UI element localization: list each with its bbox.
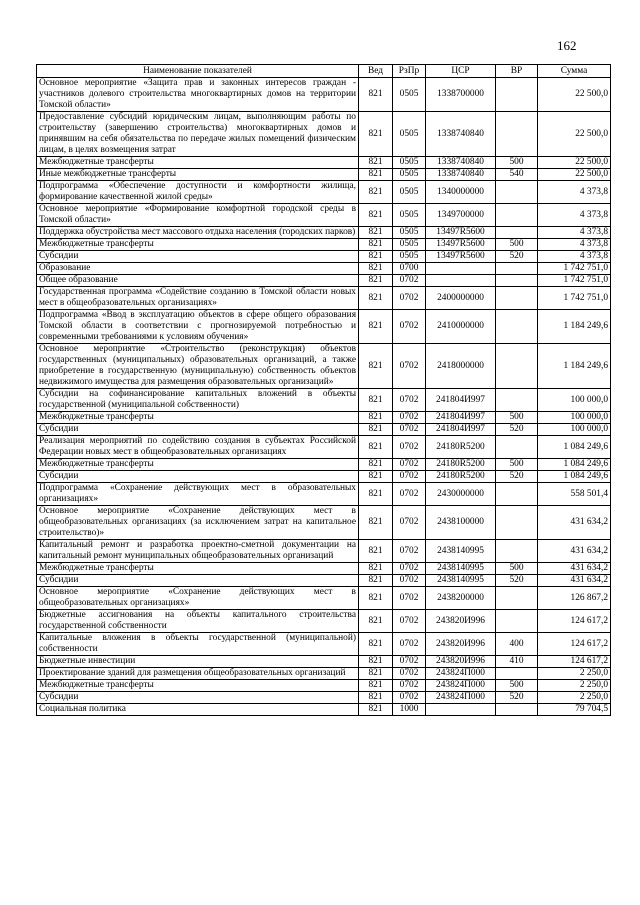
row-name-cell: Межбюджетные трансферты <box>37 563 359 575</box>
row-ved-cell: 821 <box>359 540 393 563</box>
row-vr-cell <box>496 275 538 287</box>
row-vr-cell: 500 <box>496 412 538 424</box>
table-row <box>37 239 611 251</box>
row-csr-cell: 1340000000 <box>426 181 496 204</box>
row-rzpr-cell: 0702 <box>393 656 426 668</box>
row-sum-cell: 100 000,0 <box>538 412 611 424</box>
row-ved-cell: 821 <box>359 692 393 704</box>
row-ved-cell: 821 <box>359 483 393 506</box>
row-name-cell: Предоставление субсидий юридическим лицам, выполняющим работы по строительству (завершению строительства) многоквартирных домов и принявшим на себя обязательства по передаче жилых помещений физическим лицам, в целях возмещения затрат <box>37 112 359 157</box>
table-row <box>37 275 611 287</box>
row-csr-cell: 243824П000 <box>426 680 496 692</box>
row-ved-cell: 821 <box>359 668 393 680</box>
row-sum-cell: 431 634,2 <box>538 540 611 563</box>
row-rzpr-cell: 0702 <box>393 459 426 471</box>
table-row <box>37 310 611 344</box>
row-csr-cell: 24180R5200 <box>426 471 496 483</box>
row-csr-cell <box>426 263 496 275</box>
row-vr-cell <box>496 540 538 563</box>
row-vr-cell: 520 <box>496 471 538 483</box>
row-rzpr-cell: 0505 <box>393 157 426 169</box>
row-vr-cell <box>496 204 538 227</box>
row-name-cell: Подпрограмма «Ввод в эксплуатацию объектов в сфере общего образования Томской области в соответствии с прогнозируемой потребностью и современными требованиями к условиям обучения» <box>37 310 359 344</box>
table-row <box>37 692 611 704</box>
row-vr-cell <box>496 181 538 204</box>
table-row <box>37 459 611 471</box>
row-ved-cell: 821 <box>359 181 393 204</box>
table-row <box>37 169 611 181</box>
row-csr-cell: 243824П000 <box>426 668 496 680</box>
table-row <box>37 540 611 563</box>
row-sum-cell: 1 742 751,0 <box>538 275 611 287</box>
row-vr-cell: 520 <box>496 251 538 263</box>
row-rzpr-cell: 0505 <box>393 251 426 263</box>
row-ved-cell: 821 <box>359 563 393 575</box>
row-vr-cell <box>496 436 538 459</box>
row-vr-cell <box>496 506 538 540</box>
table-header-row <box>37 65 611 78</box>
row-sum-cell: 1 084 249,6 <box>538 436 611 459</box>
row-rzpr-cell: 0702 <box>393 344 426 389</box>
table-row <box>37 112 611 157</box>
row-vr-cell <box>496 483 538 506</box>
table-row <box>37 263 611 275</box>
row-ved-cell: 821 <box>359 704 393 716</box>
row-rzpr-cell: 0702 <box>393 471 426 483</box>
row-ved-cell: 821 <box>359 239 393 251</box>
row-sum-cell: 1 084 249,6 <box>538 471 611 483</box>
row-vr-cell <box>496 344 538 389</box>
row-csr-cell: 2438140995 <box>426 575 496 587</box>
header-vr: ВР <box>496 65 538 78</box>
header-rzpr: РзПр <box>393 65 426 78</box>
budget-table <box>36 64 611 716</box>
row-sum-cell: 124 617,2 <box>538 656 611 668</box>
row-vr-cell <box>496 263 538 275</box>
row-name-cell: Межбюджетные трансферты <box>37 157 359 169</box>
row-csr-cell: 243820И996 <box>426 610 496 633</box>
row-vr-cell <box>496 227 538 239</box>
row-name-cell: Основное мероприятие «Сохранение действующих мест в общеобразовательных организациях (за исключением затрат на капитальное строительство)» <box>37 506 359 540</box>
header-sum: Сумма <box>538 65 611 78</box>
row-csr-cell <box>426 704 496 716</box>
row-rzpr-cell: 0702 <box>393 575 426 587</box>
table-row <box>37 680 611 692</box>
row-ved-cell: 821 <box>359 112 393 157</box>
row-vr-cell: 410 <box>496 656 538 668</box>
row-name-cell: Основное мероприятие «Строительство (реконструкция) объектов государственных (муниципальных) образовательных организаций, а также приобретение в государственную (муниципальную) собственность объектов недвижимого имущества для размещения образовательных организаций» <box>37 344 359 389</box>
row-ved-cell: 821 <box>359 471 393 483</box>
row-csr-cell: 2400000000 <box>426 287 496 310</box>
row-ved-cell: 821 <box>359 78 393 112</box>
row-csr-cell: 24180R5200 <box>426 459 496 471</box>
row-name-cell: Субсидии <box>37 575 359 587</box>
row-sum-cell: 22 500,0 <box>538 157 611 169</box>
row-rzpr-cell: 0505 <box>393 204 426 227</box>
row-ved-cell: 821 <box>359 227 393 239</box>
row-vr-cell: 520 <box>496 575 538 587</box>
row-sum-cell: 2 250,0 <box>538 668 611 680</box>
row-name-cell: Субсидии <box>37 471 359 483</box>
row-sum-cell: 1 742 751,0 <box>538 287 611 310</box>
row-name-cell: Субсидии <box>37 251 359 263</box>
row-csr-cell: 1338700000 <box>426 78 496 112</box>
row-csr-cell: 13497R5600 <box>426 239 496 251</box>
row-name-cell: Межбюджетные трансферты <box>37 239 359 251</box>
row-name-cell: Образование <box>37 263 359 275</box>
row-name-cell: Капитальные вложения в объекты государственной (муниципальной) собственности <box>37 633 359 656</box>
row-name-cell: Субсидии на софинансирование капитальных вложений в объекты государственной (муниципальной собственности) <box>37 389 359 412</box>
row-sum-cell: 4 373,8 <box>538 181 611 204</box>
row-name-cell: Субсидии <box>37 692 359 704</box>
row-vr-cell: 400 <box>496 633 538 656</box>
row-csr-cell <box>426 275 496 287</box>
row-csr-cell: 2418000000 <box>426 344 496 389</box>
row-rzpr-cell: 0702 <box>393 412 426 424</box>
row-rzpr-cell: 0702 <box>393 587 426 610</box>
row-ved-cell: 821 <box>359 633 393 656</box>
row-vr-cell: 520 <box>496 424 538 436</box>
row-sum-cell: 22 500,0 <box>538 78 611 112</box>
table-row <box>37 563 611 575</box>
row-rzpr-cell: 0702 <box>393 287 426 310</box>
header-ved: Вед <box>359 65 393 78</box>
table-row <box>37 610 611 633</box>
row-vr-cell <box>496 112 538 157</box>
row-csr-cell: 243820И996 <box>426 633 496 656</box>
row-rzpr-cell: 0702 <box>393 436 426 459</box>
row-csr-cell: 2410000000 <box>426 310 496 344</box>
row-rzpr-cell: 0702 <box>393 310 426 344</box>
row-ved-cell: 821 <box>359 251 393 263</box>
row-name-cell: Бюджетные ассигнования на объекты капитального строительства государственной собственности <box>37 610 359 633</box>
row-vr-cell: 540 <box>496 169 538 181</box>
row-ved-cell: 821 <box>359 344 393 389</box>
row-csr-cell: 2438140995 <box>426 540 496 563</box>
row-vr-cell: 500 <box>496 239 538 251</box>
row-rzpr-cell: 0702 <box>393 668 426 680</box>
row-sum-cell: 22 500,0 <box>538 169 611 181</box>
row-rzpr-cell: 0702 <box>393 563 426 575</box>
row-csr-cell: 241804И997 <box>426 412 496 424</box>
row-name-cell: Поддержка обустройства мест массового отдыха населения (городских парков) <box>37 227 359 239</box>
row-rzpr-cell: 0702 <box>393 540 426 563</box>
row-ved-cell: 821 <box>359 204 393 227</box>
row-rzpr-cell: 0505 <box>393 169 426 181</box>
row-name-cell: Межбюджетные трансферты <box>37 680 359 692</box>
header-csr: ЦСР <box>426 65 496 78</box>
row-sum-cell: 431 634,2 <box>538 506 611 540</box>
row-rzpr-cell: 0702 <box>393 633 426 656</box>
row-ved-cell: 821 <box>359 287 393 310</box>
table-row <box>37 575 611 587</box>
table-row <box>37 633 611 656</box>
table-row <box>37 204 611 227</box>
row-ved-cell: 821 <box>359 275 393 287</box>
row-csr-cell: 2438200000 <box>426 587 496 610</box>
row-vr-cell: 500 <box>496 157 538 169</box>
row-vr-cell: 500 <box>496 459 538 471</box>
row-vr-cell <box>496 310 538 344</box>
row-sum-cell: 100 000,0 <box>538 389 611 412</box>
row-sum-cell: 124 617,2 <box>538 610 611 633</box>
row-ved-cell: 821 <box>359 424 393 436</box>
row-csr-cell: 24180R5200 <box>426 436 496 459</box>
row-name-cell: Государственная программа «Содействие созданию в Томской области новых мест в общеобразовательных организациях» <box>37 287 359 310</box>
row-vr-cell <box>496 287 538 310</box>
row-csr-cell: 241804И997 <box>426 389 496 412</box>
row-vr-cell <box>496 587 538 610</box>
row-csr-cell: 1338740840 <box>426 169 496 181</box>
row-sum-cell: 4 373,8 <box>538 251 611 263</box>
row-name-cell: Капитальный ремонт и разработка проектно-сметной документации на капитальный ремонт муниципальных общеобразовательных организаций <box>37 540 359 563</box>
table-row <box>37 587 611 610</box>
row-csr-cell: 1338740840 <box>426 157 496 169</box>
table-row <box>37 251 611 263</box>
row-sum-cell: 79 704,5 <box>538 704 611 716</box>
table-row <box>37 471 611 483</box>
row-vr-cell <box>496 668 538 680</box>
row-name-cell: Бюджетные инвестиции <box>37 656 359 668</box>
row-rzpr-cell: 0702 <box>393 680 426 692</box>
row-rzpr-cell: 0505 <box>393 181 426 204</box>
row-csr-cell: 13497R5600 <box>426 227 496 239</box>
row-ved-cell: 821 <box>359 575 393 587</box>
row-rzpr-cell: 0702 <box>393 389 426 412</box>
row-csr-cell: 1338740840 <box>426 112 496 157</box>
row-csr-cell: 2438100000 <box>426 506 496 540</box>
row-vr-cell <box>496 389 538 412</box>
row-ved-cell: 821 <box>359 436 393 459</box>
table-row <box>37 412 611 424</box>
row-name-cell: Межбюджетные трансферты <box>37 412 359 424</box>
row-sum-cell: 1 184 249,6 <box>538 344 611 389</box>
row-rzpr-cell: 1000 <box>393 704 426 716</box>
row-rzpr-cell: 0702 <box>393 483 426 506</box>
row-rzpr-cell: 0505 <box>393 78 426 112</box>
row-name-cell: Иные межбюджетные трансферты <box>37 169 359 181</box>
row-vr-cell: 520 <box>496 692 538 704</box>
row-name-cell: Социальная политика <box>37 704 359 716</box>
row-sum-cell: 431 634,2 <box>538 575 611 587</box>
table-row <box>37 344 611 389</box>
table-row <box>37 78 611 112</box>
row-name-cell: Субсидии <box>37 424 359 436</box>
table-row <box>37 436 611 459</box>
row-ved-cell: 821 <box>359 610 393 633</box>
header-name: Наименование показателей <box>37 65 359 78</box>
row-sum-cell: 126 867,2 <box>538 587 611 610</box>
row-rzpr-cell: 0702 <box>393 424 426 436</box>
row-rzpr-cell: 0505 <box>393 227 426 239</box>
row-sum-cell: 100 000,0 <box>538 424 611 436</box>
row-csr-cell: 241804И997 <box>426 424 496 436</box>
row-vr-cell <box>496 610 538 633</box>
row-name-cell: Реализация мероприятий по содействию создания в субъектах Российской Федерации новых мест в общеобразовательных организациях <box>37 436 359 459</box>
row-sum-cell: 2 250,0 <box>538 680 611 692</box>
table-row <box>37 483 611 506</box>
row-name-cell: Межбюджетные трансферты <box>37 459 359 471</box>
row-vr-cell: 500 <box>496 680 538 692</box>
row-ved-cell: 821 <box>359 310 393 344</box>
row-vr-cell <box>496 704 538 716</box>
row-sum-cell: 4 373,8 <box>538 227 611 239</box>
row-name-cell: Основное мероприятие «Защита прав и законных интересов граждан - участников долевого строительства многоквартирных домов на территории Томской области» <box>37 78 359 112</box>
row-name-cell: Проектирование зданий для размещения общеобразовательных организаций <box>37 668 359 680</box>
row-ved-cell: 821 <box>359 587 393 610</box>
table-row <box>37 181 611 204</box>
row-name-cell: Подпрограмма «Сохранение действующих мест в образовательных организациях» <box>37 483 359 506</box>
row-sum-cell: 1 184 249,6 <box>538 310 611 344</box>
row-sum-cell: 2 250,0 <box>538 692 611 704</box>
row-csr-cell: 243820И996 <box>426 656 496 668</box>
row-ved-cell: 821 <box>359 263 393 275</box>
table-row <box>37 668 611 680</box>
row-csr-cell: 13497R5600 <box>426 251 496 263</box>
row-name-cell: Основное мероприятие «Сохранение действующих мест в общеобразовательных организациях» <box>37 587 359 610</box>
page-number: 162 <box>557 38 577 53</box>
row-csr-cell: 1349700000 <box>426 204 496 227</box>
table-row <box>37 704 611 716</box>
row-csr-cell: 2438140995 <box>426 563 496 575</box>
row-rzpr-cell: 0702 <box>393 275 426 287</box>
row-rzpr-cell: 0505 <box>393 112 426 157</box>
table-row <box>37 506 611 540</box>
row-name-cell: Основное мероприятие «Формирование комфортной городской среды в Томской области» <box>37 204 359 227</box>
row-sum-cell: 431 634,2 <box>538 563 611 575</box>
row-rzpr-cell: 0702 <box>393 506 426 540</box>
row-rzpr-cell: 0702 <box>393 610 426 633</box>
row-ved-cell: 821 <box>359 157 393 169</box>
table-row <box>37 424 611 436</box>
table-row <box>37 157 611 169</box>
row-sum-cell: 1 084 249,6 <box>538 459 611 471</box>
row-ved-cell: 821 <box>359 656 393 668</box>
row-rzpr-cell: 0505 <box>393 239 426 251</box>
row-csr-cell: 243824П000 <box>426 692 496 704</box>
row-ved-cell: 821 <box>359 459 393 471</box>
row-name-cell: Общее образование <box>37 275 359 287</box>
table-row <box>37 389 611 412</box>
row-ved-cell: 821 <box>359 169 393 181</box>
row-rzpr-cell: 0700 <box>393 263 426 275</box>
row-csr-cell: 2430000000 <box>426 483 496 506</box>
row-sum-cell: 1 742 751,0 <box>538 263 611 275</box>
row-sum-cell: 22 500,0 <box>538 112 611 157</box>
row-sum-cell: 124 617,2 <box>538 633 611 656</box>
row-rzpr-cell: 0702 <box>393 692 426 704</box>
row-ved-cell: 821 <box>359 412 393 424</box>
row-sum-cell: 558 501,4 <box>538 483 611 506</box>
table-row <box>37 227 611 239</box>
row-sum-cell: 4 373,8 <box>538 239 611 251</box>
row-ved-cell: 821 <box>359 506 393 540</box>
row-name-cell: Подпрограмма «Обеспечение доступности и комфортности жилища, формирование качественной жилой среды» <box>37 181 359 204</box>
row-vr-cell: 500 <box>496 563 538 575</box>
row-ved-cell: 821 <box>359 680 393 692</box>
row-vr-cell <box>496 78 538 112</box>
table-row <box>37 656 611 668</box>
row-ved-cell: 821 <box>359 389 393 412</box>
table-row <box>37 287 611 310</box>
row-sum-cell: 4 373,8 <box>538 204 611 227</box>
